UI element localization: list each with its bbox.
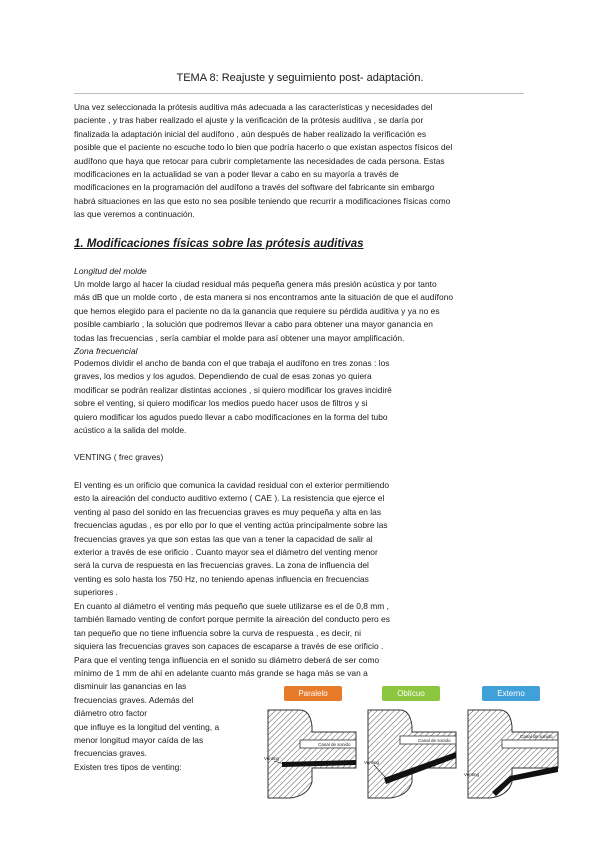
- text-line: diámetro otro factor: [74, 708, 148, 719]
- text-line: tan pequeño que no tiene influencia sobre la curva de respuesta , es decir, ni: [74, 627, 361, 638]
- text-line: esto la aireación del conducto auditivo externo ( CAE ). La resistencia que ejerce el: [74, 493, 385, 504]
- text-line: mínimo de 1 mm de ahí en adelante cuanto más grande se haga más se van a: [74, 668, 368, 678]
- canal-label-3: Canal de sonido: [520, 734, 553, 739]
- section-heading: 1. Modificaciones físicas sobre las prótesis auditivas: [74, 238, 364, 250]
- text-line: quiero modificar los agudos puedo llevar a cabo modificaciones en la forma del tubo: [74, 411, 388, 422]
- text-line: más dB que un molde corto , de esta manera si nos encontramos ante la situación de que el audífono: [74, 292, 454, 303]
- text-line: Un molde largo al hacer la ciudad residual más pequeña genera más presión acústica y por tanto: [74, 279, 437, 289]
- text-line: posible que el paciente no escuche todo lo bien que podría hacerlo o que existan aspectos físicos del: [74, 142, 453, 153]
- venting-diagrams: [260, 686, 562, 804]
- tab-externo: Externo: [482, 686, 540, 701]
- text-line: disminuir las ganancias en las: [74, 681, 187, 692]
- venting-label-2: Venting: [364, 760, 380, 765]
- text-line: venting al paso del sonido en las frecuencias graves es muy pequeña y alta en las: [74, 506, 382, 517]
- subheading-zona: Zona frecuencial: [74, 346, 138, 356]
- subheading-molde: Longitud del molde: [74, 266, 147, 276]
- text-line: acústico a la salida del molde.: [74, 425, 187, 435]
- text-line: superiores .: [74, 587, 118, 598]
- venting-heading: VENTING ( frec graves): [74, 452, 164, 462]
- page-title: TEMA 8: Reajuste y seguimiento post- adaptación.: [176, 72, 424, 84]
- venting-label-1: Venting: [264, 756, 280, 761]
- text-line: modificaciones en la programación del audífono a través del software del fabricante sin embargo: [74, 182, 435, 193]
- text-line: Existen tres tipos de venting:: [74, 761, 182, 772]
- text-line: paciente , y tras haber realizado el ajuste y la verificación de la prótesis auditiva , se daría por: [74, 115, 424, 126]
- title-divider: [74, 93, 524, 94]
- tab-paralelo: Paralelo: [284, 686, 342, 701]
- venting-types-figure: [260, 686, 562, 804]
- text-line: graves, los medios y los agudos. Dependiendo de cual de esas zonas yo quiera: [74, 371, 372, 382]
- text-line: modificaciones en la actualidad se van a poder llevar a cabo en su mayoría a través de: [74, 169, 399, 179]
- venting-label-3: Venting: [464, 772, 480, 777]
- text-line: frecuencias agudas , es por ello por lo que el venting actúa principalmente sobre las: [74, 520, 388, 531]
- text-line: audífono que haya que retocar para cubrir completamente las necesidades de cada persona. Estas: [74, 155, 445, 166]
- text-line: que hemos elegido para el paciente no da la ganancia que requiere su pérdida auditiva y ya no es: [74, 305, 440, 316]
- text-line: menor longitud mayor caída de las: [74, 735, 204, 745]
- text-line: Para que el venting tenga influencia en el sonido su diámetro deberá de ser como: [74, 654, 380, 665]
- text-line: posible cambiarlo , la solución que podremos llevar a cabo para obtener una mayor ganancia en: [74, 319, 433, 330]
- text-line: será la curva de respuesta en las frecuencias graves. La zona de influencia del: [74, 560, 369, 571]
- text-line: que influye es la longitud del venting, a: [74, 721, 220, 732]
- tab-oblicuo: Oblícuo: [382, 686, 440, 701]
- text-line: frecuencias graves. Además del: [74, 694, 194, 705]
- text-line: venting es solo hasta los 750 Hz, no teniendo apenas influencia en frecuencias: [74, 573, 369, 584]
- text-line: finalizada la adaptación inicial del audífono , aún después de haber realizado la verificación es: [74, 128, 427, 139]
- text-line: frecuencias graves.: [74, 748, 147, 759]
- text-line: todas las frecuencias , sería cambiar el molde para así obtener una mayor amplificación.: [74, 332, 405, 343]
- text-line: El venting es un orificio que comunica la cavidad residual con el exterior permitiendo: [74, 480, 390, 490]
- text-line: Podemos dividir el ancho de banda con el que trabaja el audífono en tres zonas : los: [74, 358, 390, 368]
- text-line: las que veremos a continuación.: [74, 209, 195, 220]
- text-line: sobre el venting, si quiero modificar los medios puedo hacer usos de filtros y si: [74, 398, 368, 409]
- text-line: exterior a través de ese orificio . Cuanto mayor sea el diámetro del venting menor: [74, 547, 378, 557]
- text-line: frecuencias graves ya que son estas las que van a tener la capacidad de salir al: [74, 533, 373, 544]
- canal-label-1: Canal de sonido: [318, 742, 351, 747]
- diagram-externo: [464, 710, 558, 798]
- diagram-paralelo: [264, 710, 356, 798]
- text-line: modificar se podrán realizar distintas acciones , si quiero modificar los graves incidiré: [74, 384, 392, 395]
- text-line: Una vez seleccionada la prótesis auditiva más adecuada a las características y necesidades del: [74, 102, 433, 112]
- text-line: también llamado venting de confort porque permite la aireación del conducto pero es: [74, 614, 390, 625]
- text-line: En cuanto al diámetro el venting más pequeño que suele utilizarse es el de 0,8 mm ,: [74, 601, 389, 611]
- diagram-oblicuo: [364, 710, 456, 798]
- canal-label-2: Canal de sonido: [418, 738, 451, 743]
- text-line: habrá situaciones en las que esto no sea posible teniendo que recurrir a modificaciones físicas como: [74, 195, 451, 206]
- text-line: siquiera las frecuencias graves son capaces de escaparse a través de ese orificio .: [74, 641, 384, 652]
